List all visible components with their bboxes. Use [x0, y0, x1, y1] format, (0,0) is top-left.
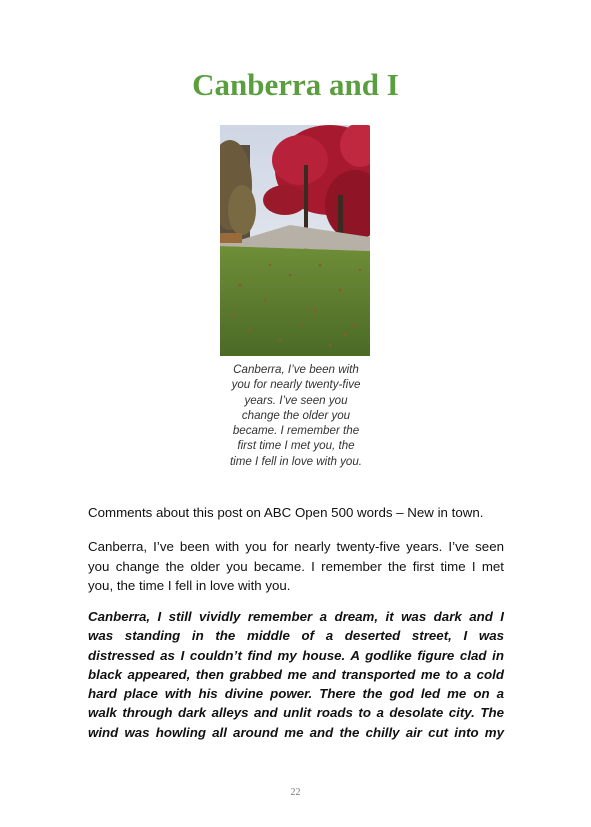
body-paragraph — [88, 537, 504, 596]
paragraph-line: wind was howling all around me and the chilly air cut into my — [88, 724, 504, 740]
caption-line: years. I’ve seen you — [244, 393, 348, 407]
intro-paragraph: Comments about this post on ABC Open 500 words – New in town. — [88, 505, 484, 520]
paragraph-line: Canberra, I’ve been with you for nearly twenty-five years. I’ve seen — [88, 539, 504, 554]
page-title: Canberra and I — [192, 67, 399, 102]
caption-line: Canberra, I’ve been with — [233, 363, 359, 376]
caption-line: change the older you — [241, 408, 351, 422]
paragraph-line: black appeared, then grabbed me and transported me to a cold — [88, 666, 504, 682]
caption-line: became. I remember the — [232, 424, 360, 438]
paragraph-line: you change the older you became. I remember the first time I met — [88, 558, 504, 574]
photo-caption — [218, 362, 374, 469]
paragraph-line: you, the time I fell in love with you. — [88, 578, 291, 593]
caption-line: time I fell in love with you. — [229, 454, 363, 468]
paragraph-line: walk through dark alleys and unlit roads to a desolate city. The — [88, 705, 504, 721]
page-number: 22 — [290, 787, 301, 798]
autumn-trees-photo — [220, 125, 370, 356]
paragraph-line: Canberra, I still vividly remember a dream, it was dark and I — [88, 609, 504, 624]
paragraph-line: hard place with his divine power. There the god led me on a — [88, 686, 504, 702]
paragraph-line: distressed as I couldn’t find my house. A godlike figure clad in — [88, 647, 504, 663]
paragraph-line: was standing in the middle of a deserted street, I was — [88, 628, 504, 644]
caption-line: first time I met you, the — [237, 439, 355, 453]
caption-line: you for nearly twenty-five — [231, 378, 361, 392]
story-paragraph — [88, 607, 504, 742]
